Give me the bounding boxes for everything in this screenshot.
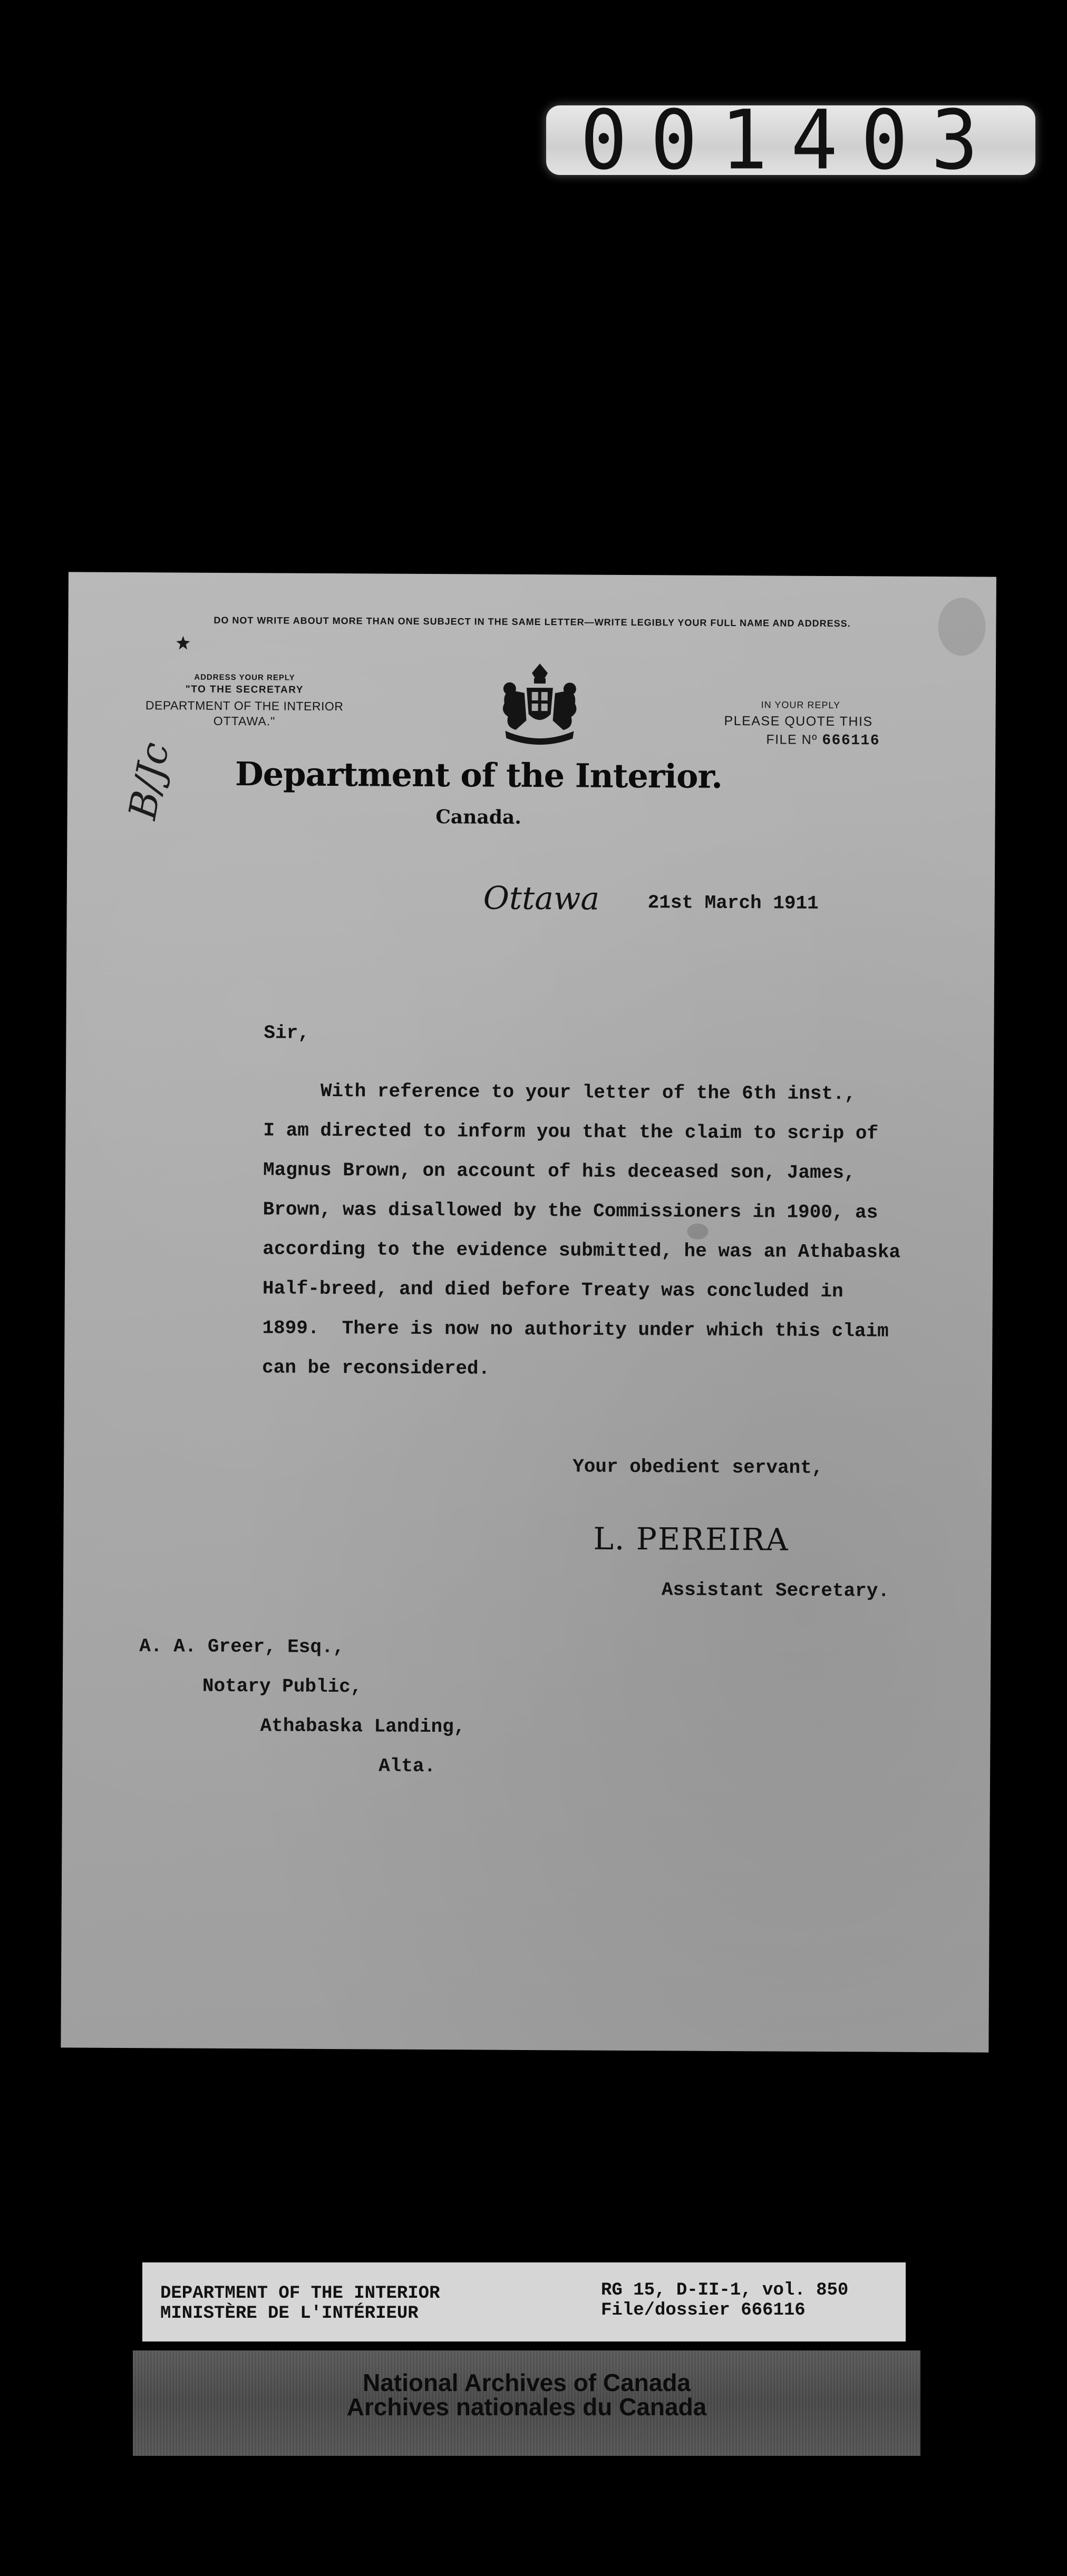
department-french: MINISTÈRE DE L'INTÉRIEUR bbox=[160, 2304, 419, 2324]
letterhead-subtitle: Canada. bbox=[435, 806, 521, 828]
recipient-line: Notary Public, bbox=[202, 1675, 362, 1698]
place-date-line bbox=[483, 880, 819, 919]
handwritten-initials: B/Jc bbox=[120, 738, 178, 823]
letterhead-title: Department of the Interior. bbox=[235, 755, 723, 796]
address-reply-line: DEPARTMENT OF THE INTERIOR bbox=[145, 698, 344, 714]
letterhead-notice: DO NOT WRITE ABOUT MORE THAN ONE SUBJECT IN THE SAME LETTER—WRITE LEGIBLY YOUR FULL NAME AND ADDRESS. bbox=[214, 614, 851, 629]
star-mark-icon bbox=[176, 636, 190, 649]
body-line: can be reconsidered. bbox=[262, 1357, 490, 1380]
letter-page bbox=[61, 572, 996, 2052]
file-number-line bbox=[713, 732, 903, 749]
letter-date: 21st March 1911 bbox=[647, 892, 819, 914]
body-line: Magnus Brown, on account of his deceased son, James, bbox=[263, 1159, 856, 1184]
file-number: 666116 bbox=[822, 732, 880, 749]
reply-reference-block bbox=[713, 699, 903, 749]
salutation: Sir, bbox=[264, 1022, 309, 1044]
address-reply-line: OTTAWA." bbox=[213, 714, 276, 728]
file-reference: File/dossier 666116 bbox=[601, 2300, 806, 2320]
file-label: FILE Nº bbox=[766, 732, 818, 747]
address-reply-block bbox=[131, 672, 358, 729]
body-line: I am directed to inform you that the claim to scrip of bbox=[263, 1119, 879, 1145]
royal-coat-of-arms-icon bbox=[489, 661, 590, 749]
recipient-line: A. A. Greer, Esq., bbox=[139, 1635, 345, 1658]
place-name: Ottawa bbox=[483, 880, 600, 918]
address-reply-line: ADDRESS YOUR REPLY bbox=[194, 672, 295, 682]
national-archives-banner bbox=[133, 2350, 920, 2456]
reply-line: PLEASE QUOTE THIS bbox=[724, 713, 873, 729]
record-group-reference: RG 15, D-II-1, vol. 850 bbox=[601, 2280, 849, 2300]
archives-name-english: National Archives of Canada bbox=[362, 2369, 691, 2396]
frame-number: 001403 bbox=[580, 92, 1002, 188]
recipient-line: Alta. bbox=[379, 1755, 436, 1778]
body-line: With reference to your letter of the 6th inst., bbox=[263, 1080, 856, 1105]
signatory-title: Assistant Secretary. bbox=[661, 1579, 890, 1602]
archive-reference-label bbox=[142, 2262, 906, 2341]
frame-number-label bbox=[546, 92, 1035, 188]
archives-name-french: Archives nationales du Canada bbox=[346, 2393, 707, 2421]
recipient-line: Athabaska Landing, bbox=[260, 1715, 465, 1738]
department-english: DEPARTMENT OF THE INTERIOR bbox=[160, 2284, 440, 2304]
body-line: Brown, was disallowed by the Commissioners in 1900, as bbox=[263, 1198, 878, 1224]
body-line: according to the evidence submitted, he was an Athabaska bbox=[263, 1238, 901, 1263]
body-line: 1899. There is now no authority under which this claim bbox=[262, 1317, 889, 1342]
closing: Your obedient servant, bbox=[573, 1456, 823, 1479]
reply-line: IN YOUR REPLY bbox=[761, 699, 841, 711]
address-reply-line: "TO THE SECRETARY bbox=[185, 684, 304, 696]
paper-stain bbox=[687, 1224, 708, 1240]
body-line: Half-breed, and died before Treaty was concluded in bbox=[262, 1277, 843, 1303]
signature: L. PEREIRA bbox=[593, 1520, 789, 1558]
